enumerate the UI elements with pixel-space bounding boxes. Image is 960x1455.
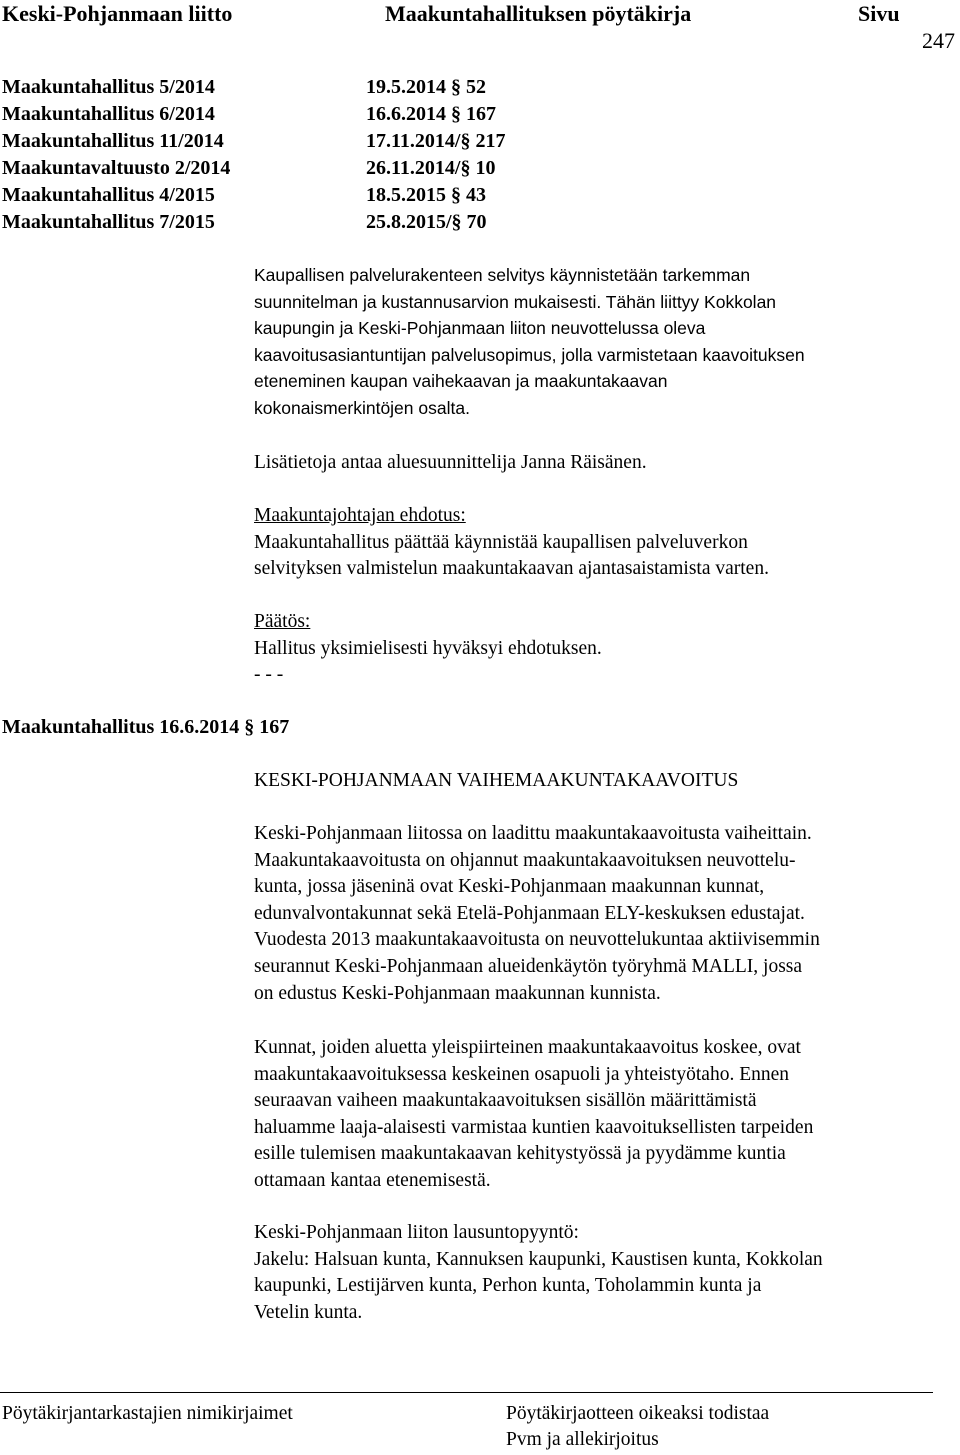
decision-text: Hallitus yksimielisesti hyväksyi ehdotuksen. [254, 637, 602, 659]
header-doc-title: Maakuntahallituksen pöytäkirja [385, 1, 692, 26]
text-line: KESKI-POHJANMAAN VAIHEMAAKUNTAKAAVOITUS [254, 770, 739, 791]
text-line: edunvalvontakunnat sekä Etelä-Pohjanmaan ELY-keskuksen edustajat. [254, 902, 805, 924]
text-segment: suunnitelman ja kustannusarvion mukaisesti. [254, 291, 602, 312]
footer-rule [0, 1392, 933, 1393]
history-body: Maakuntavaltuusto 2/2014 [2, 157, 231, 179]
text-line: ottamaan kantaa etenemisestä. [254, 1169, 491, 1191]
history-row [2, 184, 562, 211]
header-page-label: Sivu [858, 1, 900, 26]
text-line: esille tulemisen maakuntakaavan kehitystyössä ja pyydämme kuntia [254, 1143, 786, 1165]
footer-right-line2: Pvm ja allekirjoitus [506, 1429, 659, 1450]
header-org: Keski-Pohjanmaan liitto [2, 1, 233, 26]
history-ref: 18.5.2015 § 43 [366, 184, 486, 206]
text-line: Keski-Pohjanmaan liitossa on laadittu maakuntakaavoitusta vaiheittain. [254, 823, 812, 844]
decision-heading: Päätös: [254, 611, 311, 632]
text-line: Kunnat, joiden aluetta yleispiirteinen maakuntakaavoitus koskee, ovat [254, 1037, 801, 1058]
text-line: kaavoitusasiantuntijan palvelusopimus, jolla varmistetaan kaavoituksen [254, 344, 805, 365]
history-ref: 16.6.2014 § 167 [366, 103, 496, 125]
text-segment: Tähän liittyy Kokkolan [601, 291, 777, 312]
separator: - - - [254, 664, 284, 686]
footer-right-line1: Pöytäkirjaotteen oikeaksi todistaa [506, 1403, 770, 1424]
intro-paragraph [254, 262, 944, 422]
history-row [2, 211, 562, 238]
history-body: Maakuntahallitus 7/2015 [2, 211, 215, 233]
text-line: Maakuntakaavoitusta on ohjannut maakuntakaavoituksen neuvottelu- [254, 849, 796, 871]
text-line: kokonaismerkintöjen osalta. [254, 397, 470, 418]
page-number: 247 [922, 28, 955, 53]
text-line: kaupunki, Lestijärven kunta, Perhon kunta, Toholammin kunta ja [254, 1275, 762, 1297]
text-line: on edustus Keski-Pohjanmaan maakunnan kunnista. [254, 982, 661, 1004]
history-ref: 19.5.2014 § 52 [366, 76, 486, 98]
history-row [2, 130, 562, 157]
proposal-block [254, 503, 944, 583]
history-ref: 17.11.2014/§ 217 [366, 130, 506, 152]
text-line: Lisätietoja antaa aluesuunnittelija Janna Räisänen. [254, 452, 647, 473]
text-line: seurannut Keski-Pohjanmaan alueidenkäytön työryhmä MALLI, jossa [254, 955, 803, 977]
text-line: haluamme laaja-alaisesti varmistaa kuntien kaavoituksellisten tarpeiden [254, 1116, 814, 1138]
text-line: Maakuntahallitus päättää käynnistää kaupallisen palveluverkon [254, 531, 748, 553]
history-ref: 25.8.2015/§ 70 [366, 211, 487, 233]
text-line: Kaupallisen palvelurakenteen selvitys käynnistetään tarkemman [254, 265, 751, 285]
text-line: Vuodesta 2013 maakuntakaavoitusta on neuvottelukuntaa aktiivisemmin [254, 929, 820, 951]
history-body: Maakuntahallitus 4/2015 [2, 184, 215, 206]
paragraph-3 [254, 1220, 944, 1326]
history-ref: 26.11.2014/§ 10 [366, 157, 496, 179]
footer-left: Pöytäkirjantarkastajien nimikirjaimet [2, 1403, 293, 1424]
text-line: kaupungin ja Keski-Pohjanmaan liiton neuvottelussa oleva [254, 318, 706, 339]
proposal-heading: Maakuntajohtajan ehdotus: [254, 505, 466, 526]
text-line: Vetelin kunta. [254, 1301, 363, 1323]
decision-block [254, 609, 944, 689]
request-heading: Keski-Pohjanmaan liiton lausuntopyyntö: [254, 1222, 579, 1243]
text-line: maakuntakaavoituksessa keskeinen osapuoli ja yhteistyötaho. Ennen [254, 1063, 790, 1085]
section-title [254, 768, 944, 795]
text-line [254, 289, 944, 316]
text-line: kunta, jossa jäseninä ovat Keski-Pohjanmaan maakunnan kunnat, [254, 876, 765, 898]
history-row [2, 103, 562, 130]
history-body: Maakuntahallitus 11/2014 [2, 130, 224, 152]
history-row [2, 157, 562, 184]
history-row [2, 76, 562, 103]
history-body: Maakuntahallitus 6/2014 [2, 103, 215, 125]
section-ref: Maakuntahallitus 16.6.2014 § 167 [2, 716, 290, 738]
paragraph-1 [254, 821, 944, 1007]
text-line: eteneminen kaupan vaihekaavan ja maakuntakaavan [254, 371, 668, 392]
paragraph-2 [254, 1035, 944, 1195]
info-line [254, 450, 944, 477]
text-line: selvityksen valmistelun maakuntakaavan ajantasaistamista varten. [254, 558, 769, 580]
history-body: Maakuntahallitus 5/2014 [2, 76, 215, 98]
text-line: seuraavan vaiheen maakuntakaavoituksen sisällön määrittämistä [254, 1090, 757, 1112]
text-line: Jakelu: Halsuan kunta, Kannuksen kaupunki, Kaustisen kunta, Kokkolan [254, 1248, 823, 1270]
